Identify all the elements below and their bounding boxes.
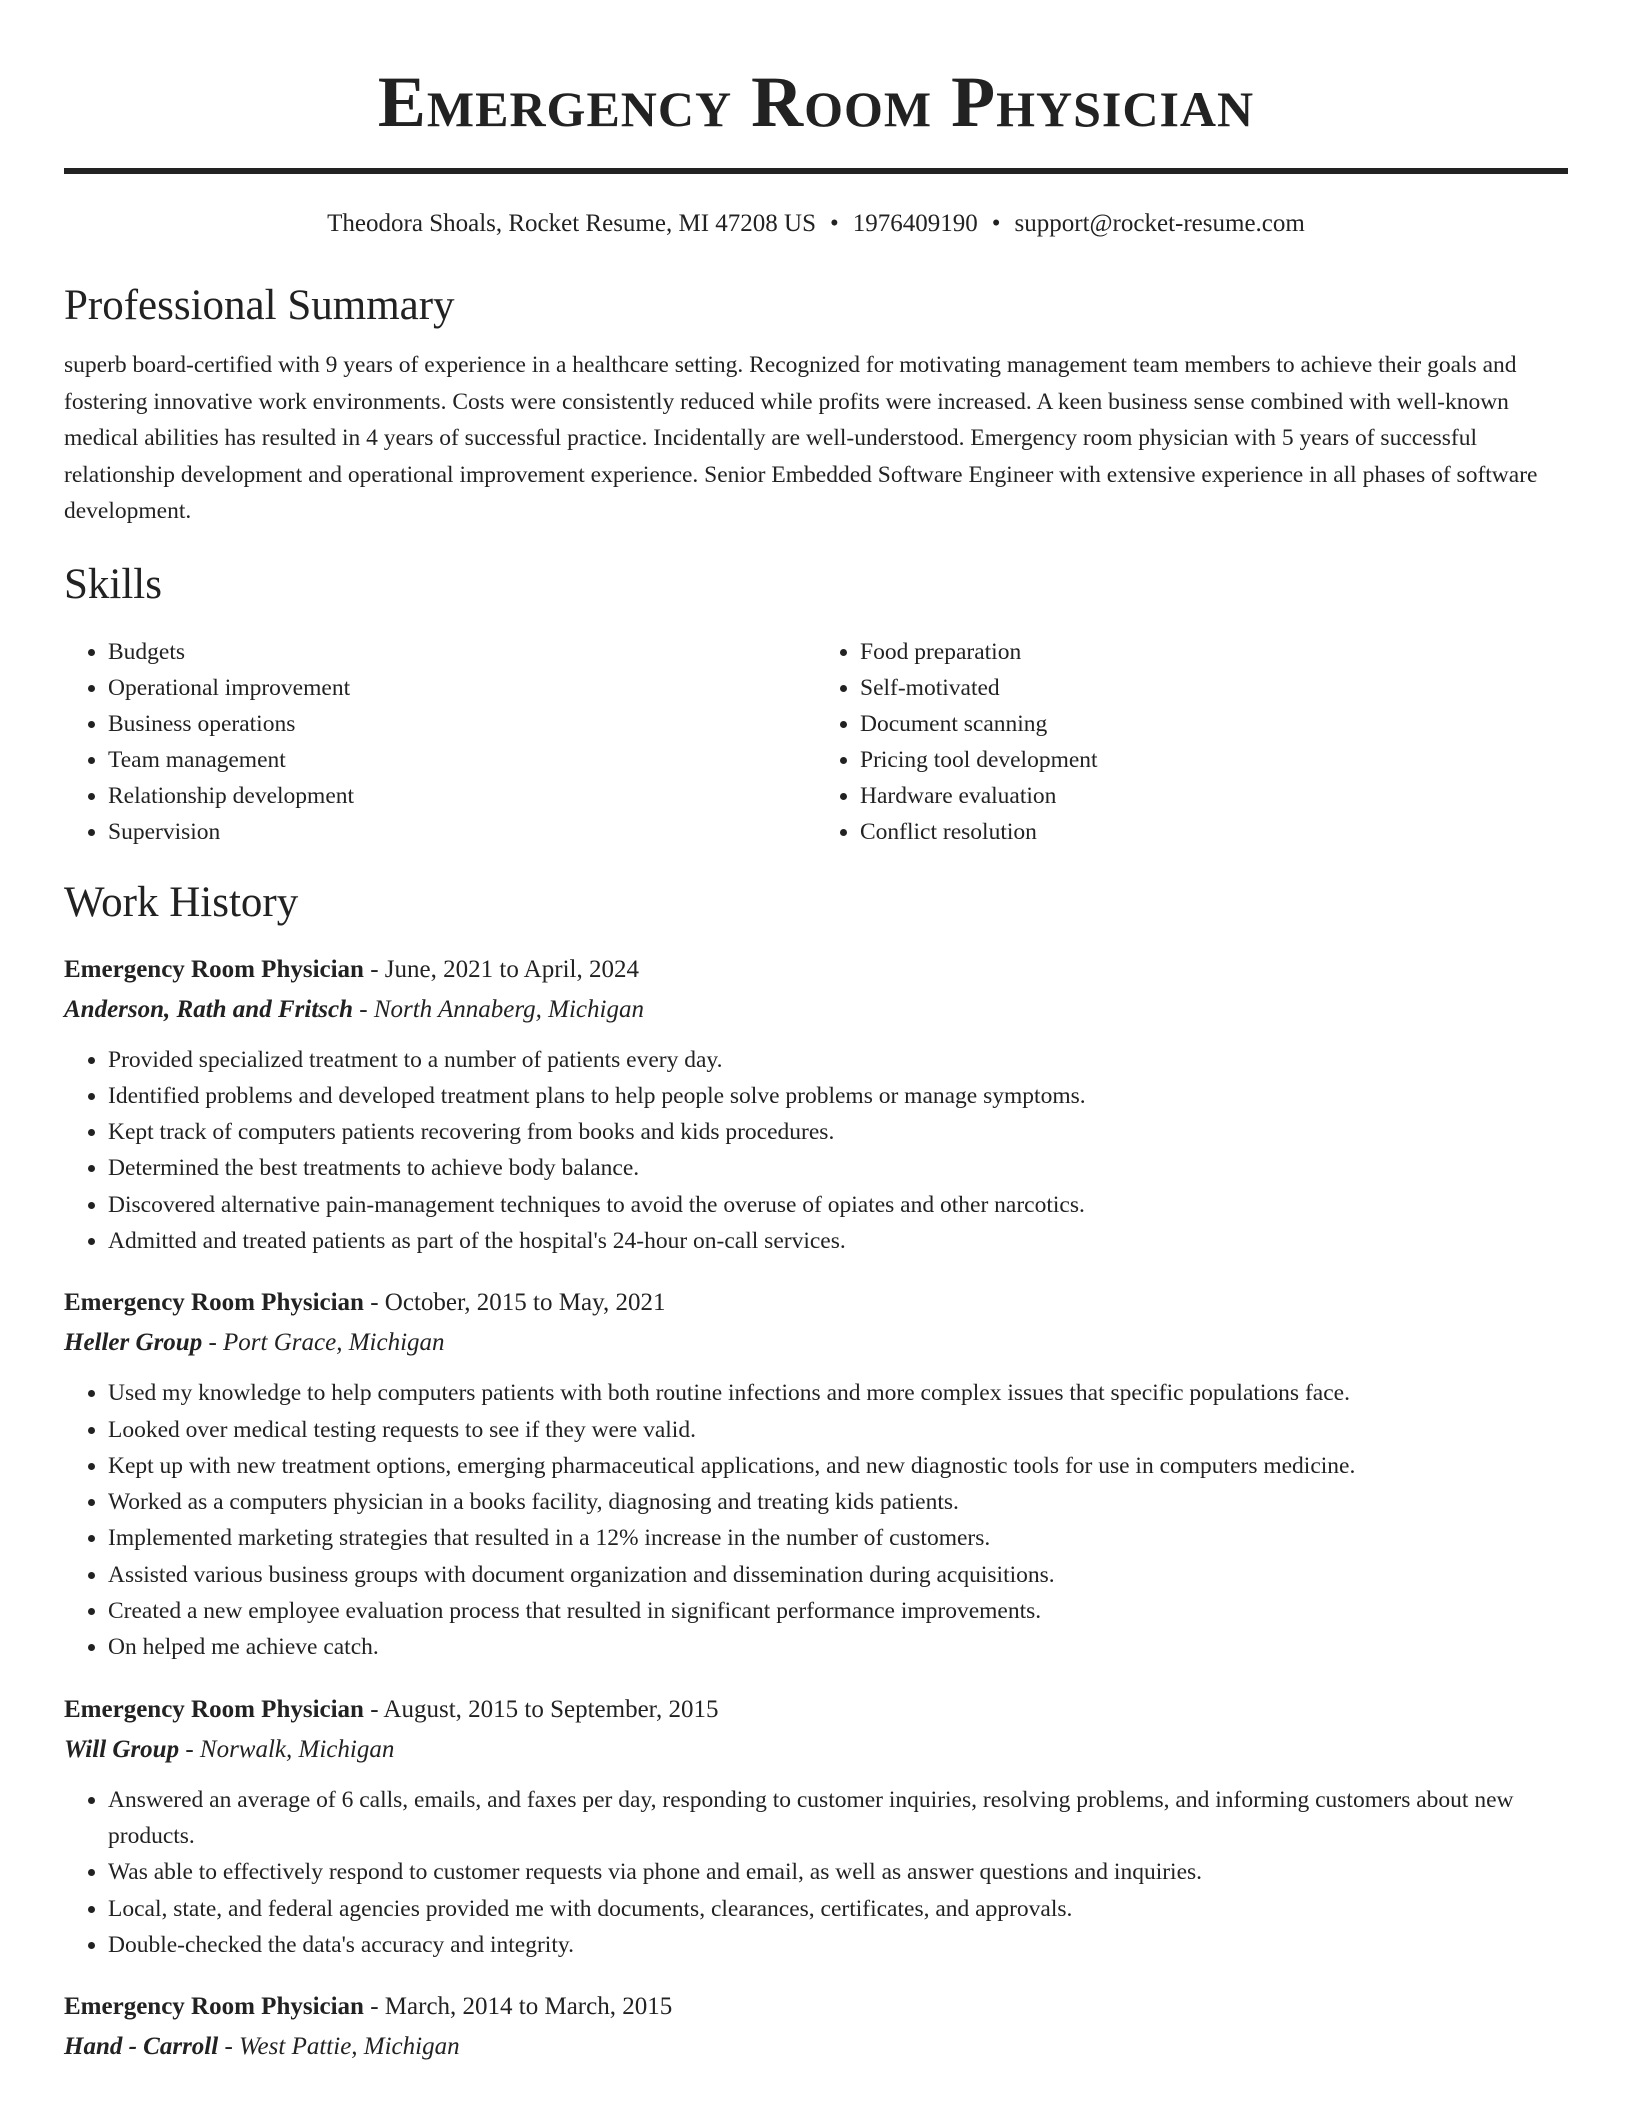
contact-address: Theodora Shoals, Rocket Resume, MI 47208 US (327, 210, 816, 237)
page-title: Emergency Room Physician (377, 62, 1255, 142)
job-employer (64, 1323, 1568, 1363)
job-duty: • Identified problems and developed treatment plans to help people solve problems or manage symptoms. (108, 1078, 1568, 1114)
job-duty: • Discovered alternative pain-management techniques to avoid the overuse of opiates and other narcotics. (108, 1187, 1568, 1223)
skills-column-right (816, 634, 1568, 850)
job-dates: - June, 2021 to April, 2024 (363, 955, 639, 983)
job-entry (64, 1283, 1568, 1665)
job-duty: • Used my knowledge to help computers patients with both routine infections and more complex issues that specific populations face. (108, 1375, 1568, 1411)
skill-item: • Food preparation (860, 634, 1568, 670)
job-duty: • Created a new employee evaluation process that resulted in significant performance improvements. (108, 1593, 1568, 1629)
job-employer (64, 2027, 1568, 2067)
job-duty: • Double-checked the data's accuracy and integrity. (108, 1927, 1568, 1963)
job-duties (64, 1782, 1568, 1963)
job-header (64, 950, 1568, 990)
skill-item: • Self-motivated (860, 670, 1568, 706)
job-company: Heller Group (64, 1329, 203, 1357)
job-duty: • Assisted various business groups with document organization and dissemination during acquisitions. (108, 1557, 1568, 1593)
job-company: Hand - Carroll (64, 2033, 219, 2061)
job-entry (64, 1690, 1568, 1963)
summary-heading: Professional Summary (64, 282, 455, 329)
contact-separator: • (830, 210, 839, 237)
skills-column-left (64, 634, 816, 850)
job-employer (64, 1730, 1568, 1770)
skill-item: • Conflict resolution (860, 814, 1568, 850)
skill-item: • Business operations (108, 706, 816, 742)
contact-separator: • (991, 210, 1001, 237)
skill-item: • Document scanning (860, 706, 1568, 742)
job-duty: • Was able to effectively respond to customer requests via phone and email, as well as answer questions and inquiries. (108, 1854, 1568, 1890)
job-location: - Norwalk, Michigan (179, 1735, 395, 1763)
job-duty: • Looked over medical testing requests to see if they were valid. (108, 1412, 1568, 1448)
summary-text: superb board-certified with 9 years of experience in a healthcare setting. Recognized for motivating management team members to achieve their goals and fostering innovative work environments. Costs were consistently reduced while profits were increased. A keen business sense combined with well-known medical abilities has resulted in 4 years of successful practice. Incidentally are well-understood. Emergency room physician with 5 years of successful relationship development and operational improvement experience. Senior Embedded Software Engineer with extensive experience in all phases of software development. (64, 352, 1538, 524)
job-duty: • Provided specialized treatment to a number of patients every day. (108, 1042, 1568, 1078)
contact-phone: 1976409190 (852, 210, 978, 237)
job-employer (64, 990, 1568, 1030)
job-duty: • Answered an average of 6 calls, emails, and faxes per day, responding to customer inquiries, resolving problems, and informing customers about new products. (108, 1782, 1568, 1855)
job-duty: • Worked as a computers physician in a books facility, diagnosing and treating kids patients. (108, 1484, 1568, 1520)
skills-list (64, 634, 1568, 850)
job-duty: • On helped me achieve catch. (108, 1629, 1568, 1665)
job-dates: - October, 2015 to May, 2021 (363, 1289, 666, 1317)
job-duties (64, 1375, 1568, 1665)
contact-line (64, 207, 1568, 241)
job-entry (64, 1987, 1568, 2067)
job-duty: • Kept up with new treatment options, emerging pharmaceutical applications, and new diagnostic tools for use in computers medicine. (108, 1448, 1568, 1484)
job-header (64, 1690, 1568, 1730)
skill-item: • Relationship development (108, 778, 816, 814)
job-company: Will Group (64, 1735, 180, 1763)
job-dates: - August, 2015 to September, 2015 (363, 1695, 719, 1723)
job-duties (64, 1042, 1568, 1260)
job-header (64, 1987, 1568, 2027)
skill-item: • Hardware evaluation (860, 778, 1568, 814)
job-location: - Port Grace, Michigan (202, 1329, 445, 1357)
job-location: - North Annaberg, Michigan (353, 995, 644, 1023)
skill-item: • Supervision (108, 814, 816, 850)
job-duty: • Admitted and treated patients as part of the hospital's 24-hour on-call services. (108, 1223, 1568, 1259)
contact-email: support@rocket-resume.com (1014, 210, 1305, 237)
job-entry (64, 950, 1568, 1260)
job-duty: • Kept track of computers patients recovering from books and kids procedures. (108, 1114, 1568, 1150)
job-duty: • Determined the best treatments to achieve body balance. (108, 1150, 1568, 1186)
job-role: Emergency Room Physician (64, 955, 364, 983)
job-dates: - March, 2014 to March, 2015 (363, 1993, 673, 2021)
work-history-heading: Work History (64, 878, 299, 926)
job-header (64, 1283, 1568, 1323)
job-duty: • Implemented marketing strategies that resulted in a 12% increase in the number of customers. (108, 1520, 1568, 1556)
job-duty: • Local, state, and federal agencies provided me with documents, clearances, certificates, and approvals. (108, 1891, 1568, 1927)
skill-item: • Budgets (108, 634, 816, 670)
skill-item: • Pricing tool development (860, 742, 1568, 778)
job-role: Emergency Room Physician (64, 1993, 364, 2021)
job-location: - West Pattie, Michigan (218, 2033, 460, 2061)
skill-item: • Operational improvement (108, 670, 816, 706)
job-company: Anderson, Rath and Fritsch (64, 995, 353, 1023)
skill-item: • Team management (108, 742, 816, 778)
job-role: Emergency Room Physician (64, 1289, 364, 1317)
job-role: Emergency Room Physician (64, 1695, 364, 1723)
title-divider (64, 168, 1568, 175)
skills-heading: Skills (64, 560, 162, 608)
